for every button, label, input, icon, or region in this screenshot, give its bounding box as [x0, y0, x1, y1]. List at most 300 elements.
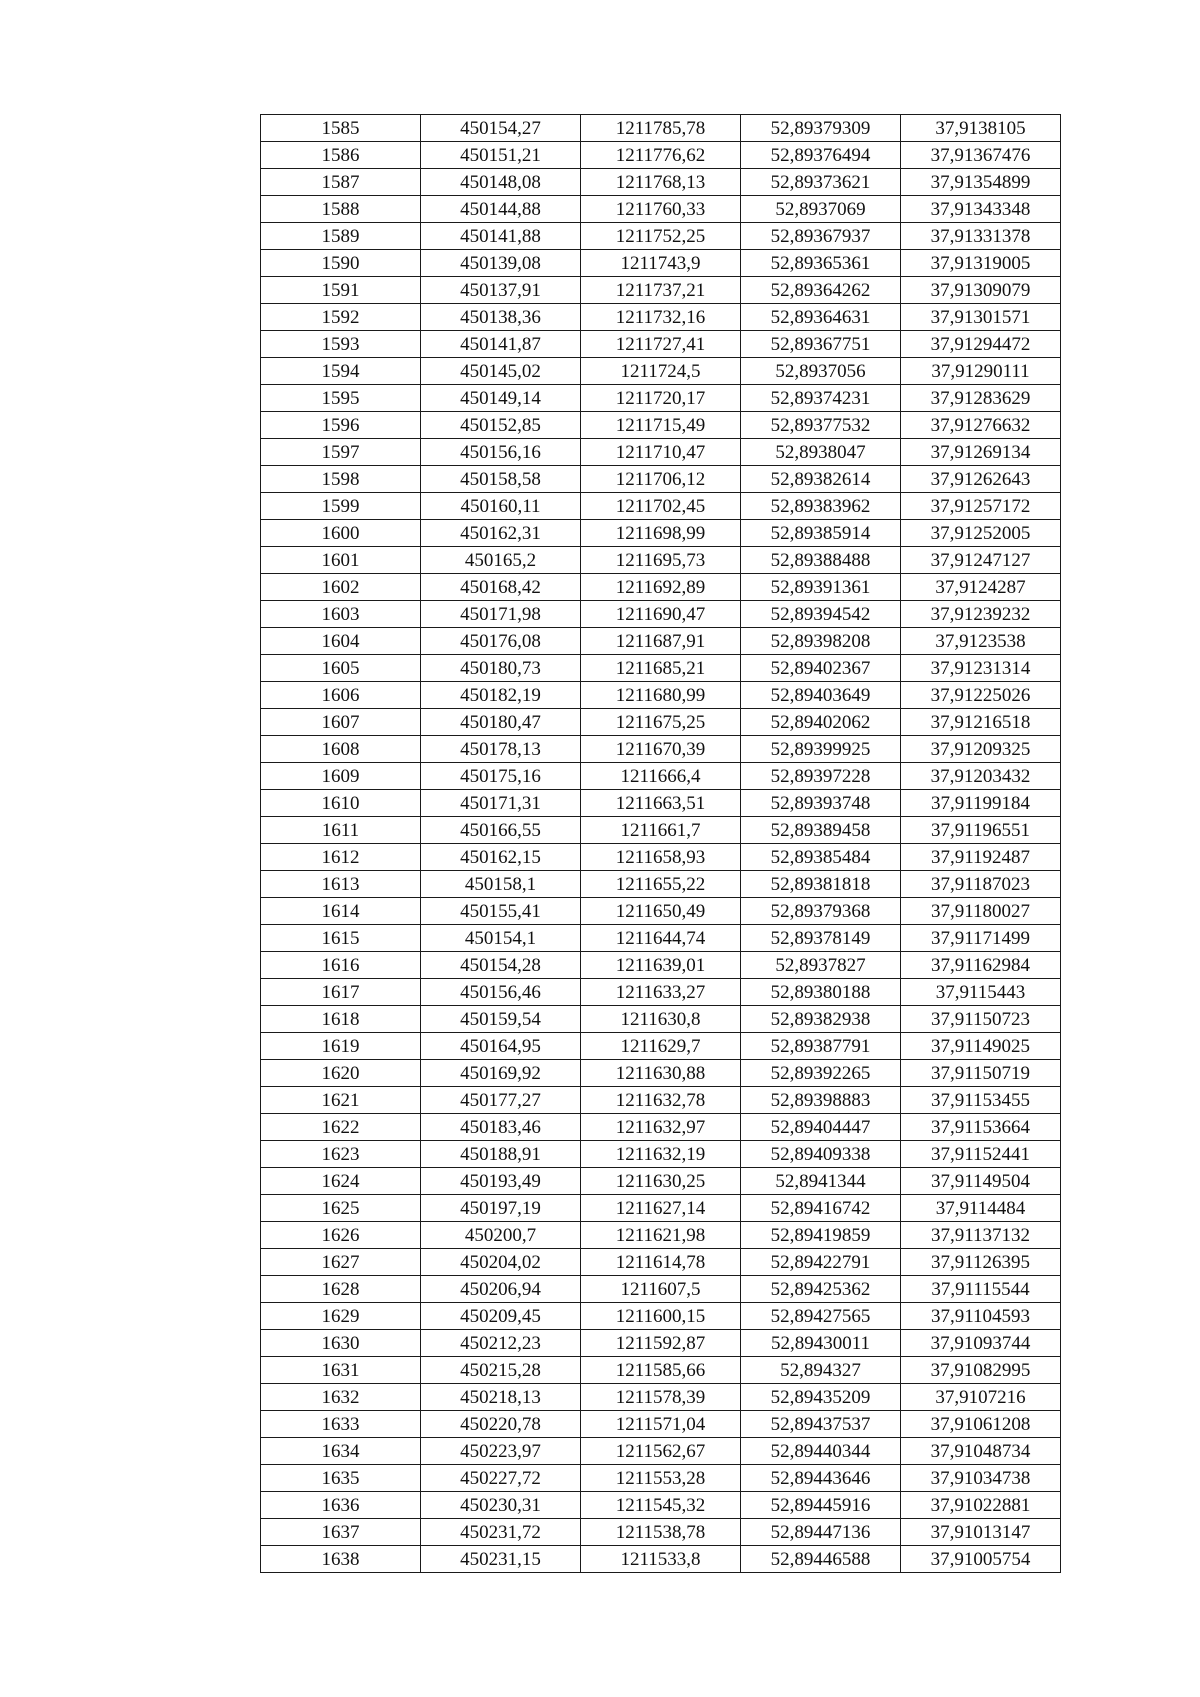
latitude-cell: 52,89367751 [741, 331, 901, 358]
table-row [261, 1330, 1061, 1357]
x-coordinate-cell: 450160,11 [421, 493, 581, 520]
latitude-cell: 52,89387791 [741, 1033, 901, 1060]
x-coordinate-cell: 450158,58 [421, 466, 581, 493]
point-number-cell: 1626 [261, 1222, 421, 1249]
x-coordinate-cell: 450193,49 [421, 1168, 581, 1195]
y-coordinate-cell: 1211663,51 [581, 790, 741, 817]
point-number-cell: 1605 [261, 655, 421, 682]
point-number-cell: 1635 [261, 1465, 421, 1492]
longitude-cell: 37,91171499 [901, 925, 1061, 952]
point-number-cell: 1588 [261, 196, 421, 223]
table-row [261, 331, 1061, 358]
y-coordinate-cell: 1211650,49 [581, 898, 741, 925]
longitude-cell: 37,91013147 [901, 1519, 1061, 1546]
x-coordinate-cell: 450137,91 [421, 277, 581, 304]
y-coordinate-cell: 1211695,73 [581, 547, 741, 574]
point-number-cell: 1632 [261, 1384, 421, 1411]
point-number-cell: 1616 [261, 952, 421, 979]
y-coordinate-cell: 1211578,39 [581, 1384, 741, 1411]
table-row [261, 493, 1061, 520]
y-coordinate-cell: 1211632,19 [581, 1141, 741, 1168]
table-row [261, 790, 1061, 817]
y-coordinate-cell: 1211607,5 [581, 1276, 741, 1303]
y-coordinate-cell: 1211675,25 [581, 709, 741, 736]
latitude-cell: 52,8937056 [741, 358, 901, 385]
y-coordinate-cell: 1211639,01 [581, 952, 741, 979]
point-number-cell: 1602 [261, 574, 421, 601]
table-row [261, 304, 1061, 331]
longitude-cell: 37,91319005 [901, 250, 1061, 277]
latitude-cell: 52,89367937 [741, 223, 901, 250]
table-row [261, 169, 1061, 196]
x-coordinate-cell: 450139,08 [421, 250, 581, 277]
latitude-cell: 52,8937069 [741, 196, 901, 223]
latitude-cell: 52,89409338 [741, 1141, 901, 1168]
longitude-cell: 37,91196551 [901, 817, 1061, 844]
table-row [261, 709, 1061, 736]
x-coordinate-cell: 450168,42 [421, 574, 581, 601]
longitude-cell: 37,91005754 [901, 1546, 1061, 1573]
y-coordinate-cell: 1211632,97 [581, 1114, 741, 1141]
latitude-cell: 52,89419859 [741, 1222, 901, 1249]
table-row [261, 979, 1061, 1006]
point-number-cell: 1595 [261, 385, 421, 412]
x-coordinate-cell: 450171,98 [421, 601, 581, 628]
point-number-cell: 1594 [261, 358, 421, 385]
x-coordinate-cell: 450200,7 [421, 1222, 581, 1249]
latitude-cell: 52,89425362 [741, 1276, 901, 1303]
table-row [261, 1546, 1061, 1573]
latitude-cell: 52,89445916 [741, 1492, 901, 1519]
latitude-cell: 52,894327 [741, 1357, 901, 1384]
longitude-cell: 37,9107216 [901, 1384, 1061, 1411]
x-coordinate-cell: 450220,78 [421, 1411, 581, 1438]
latitude-cell: 52,89382938 [741, 1006, 901, 1033]
table-row [261, 763, 1061, 790]
y-coordinate-cell: 1211752,25 [581, 223, 741, 250]
table-row [261, 358, 1061, 385]
point-number-cell: 1600 [261, 520, 421, 547]
latitude-cell: 52,89435209 [741, 1384, 901, 1411]
latitude-cell: 52,8938047 [741, 439, 901, 466]
longitude-cell: 37,91276632 [901, 412, 1061, 439]
latitude-cell: 52,89379368 [741, 898, 901, 925]
latitude-cell: 52,89373621 [741, 169, 901, 196]
point-number-cell: 1586 [261, 142, 421, 169]
longitude-cell: 37,91187023 [901, 871, 1061, 898]
longitude-cell: 37,91082995 [901, 1357, 1061, 1384]
longitude-cell: 37,91162984 [901, 952, 1061, 979]
point-number-cell: 1598 [261, 466, 421, 493]
x-coordinate-cell: 450204,02 [421, 1249, 581, 1276]
y-coordinate-cell: 1211655,22 [581, 871, 741, 898]
point-number-cell: 1615 [261, 925, 421, 952]
x-coordinate-cell: 450212,23 [421, 1330, 581, 1357]
table-row [261, 385, 1061, 412]
x-coordinate-cell: 450159,54 [421, 1006, 581, 1033]
longitude-cell: 37,9138105 [901, 115, 1061, 142]
longitude-cell: 37,91239232 [901, 601, 1061, 628]
table-row [261, 1519, 1061, 1546]
point-number-cell: 1630 [261, 1330, 421, 1357]
point-number-cell: 1634 [261, 1438, 421, 1465]
point-number-cell: 1603 [261, 601, 421, 628]
latitude-cell: 52,89379309 [741, 115, 901, 142]
latitude-cell: 52,89422791 [741, 1249, 901, 1276]
x-coordinate-cell: 450154,1 [421, 925, 581, 952]
x-coordinate-cell: 450197,19 [421, 1195, 581, 1222]
x-coordinate-cell: 450164,95 [421, 1033, 581, 1060]
latitude-cell: 52,89382614 [741, 466, 901, 493]
x-coordinate-cell: 450138,36 [421, 304, 581, 331]
table-row [261, 628, 1061, 655]
x-coordinate-cell: 450218,13 [421, 1384, 581, 1411]
point-number-cell: 1631 [261, 1357, 421, 1384]
point-number-cell: 1604 [261, 628, 421, 655]
y-coordinate-cell: 1211680,99 [581, 682, 741, 709]
table-row [261, 1492, 1061, 1519]
y-coordinate-cell: 1211538,78 [581, 1519, 741, 1546]
latitude-cell: 52,89398883 [741, 1087, 901, 1114]
x-coordinate-cell: 450183,46 [421, 1114, 581, 1141]
longitude-cell: 37,91150723 [901, 1006, 1061, 1033]
x-coordinate-cell: 450156,46 [421, 979, 581, 1006]
longitude-cell: 37,91290111 [901, 358, 1061, 385]
y-coordinate-cell: 1211533,8 [581, 1546, 741, 1573]
y-coordinate-cell: 1211715,49 [581, 412, 741, 439]
y-coordinate-cell: 1211644,74 [581, 925, 741, 952]
x-coordinate-cell: 450188,91 [421, 1141, 581, 1168]
y-coordinate-cell: 1211633,27 [581, 979, 741, 1006]
longitude-cell: 37,91199184 [901, 790, 1061, 817]
longitude-cell: 37,91269134 [901, 439, 1061, 466]
longitude-cell: 37,91104593 [901, 1303, 1061, 1330]
x-coordinate-cell: 450171,31 [421, 790, 581, 817]
table-row [261, 115, 1061, 142]
point-number-cell: 1627 [261, 1249, 421, 1276]
latitude-cell: 52,89447136 [741, 1519, 901, 1546]
point-number-cell: 1591 [261, 277, 421, 304]
x-coordinate-cell: 450154,27 [421, 115, 581, 142]
latitude-cell: 52,89392265 [741, 1060, 901, 1087]
latitude-cell: 52,89376494 [741, 142, 901, 169]
latitude-cell: 52,89378149 [741, 925, 901, 952]
point-number-cell: 1619 [261, 1033, 421, 1060]
x-coordinate-cell: 450162,31 [421, 520, 581, 547]
latitude-cell: 52,89416742 [741, 1195, 901, 1222]
longitude-cell: 37,91150719 [901, 1060, 1061, 1087]
y-coordinate-cell: 1211776,62 [581, 142, 741, 169]
longitude-cell: 37,91354899 [901, 169, 1061, 196]
latitude-cell: 52,89374231 [741, 385, 901, 412]
y-coordinate-cell: 1211621,98 [581, 1222, 741, 1249]
y-coordinate-cell: 1211706,12 [581, 466, 741, 493]
latitude-cell: 52,89385484 [741, 844, 901, 871]
latitude-cell: 52,89404447 [741, 1114, 901, 1141]
y-coordinate-cell: 1211632,78 [581, 1087, 741, 1114]
point-number-cell: 1611 [261, 817, 421, 844]
latitude-cell: 52,89397228 [741, 763, 901, 790]
longitude-cell: 37,91283629 [901, 385, 1061, 412]
y-coordinate-cell: 1211732,16 [581, 304, 741, 331]
x-coordinate-cell: 450178,13 [421, 736, 581, 763]
point-number-cell: 1623 [261, 1141, 421, 1168]
y-coordinate-cell: 1211545,32 [581, 1492, 741, 1519]
latitude-cell: 52,89389458 [741, 817, 901, 844]
table-row [261, 1060, 1061, 1087]
longitude-cell: 37,91180027 [901, 898, 1061, 925]
longitude-cell: 37,91093744 [901, 1330, 1061, 1357]
x-coordinate-cell: 450154,28 [421, 952, 581, 979]
table-row [261, 1222, 1061, 1249]
y-coordinate-cell: 1211743,9 [581, 250, 741, 277]
point-number-cell: 1637 [261, 1519, 421, 1546]
x-coordinate-cell: 450180,73 [421, 655, 581, 682]
table-row [261, 1195, 1061, 1222]
point-number-cell: 1625 [261, 1195, 421, 1222]
longitude-cell: 37,9115443 [901, 979, 1061, 1006]
x-coordinate-cell: 450158,1 [421, 871, 581, 898]
latitude-cell: 52,89364631 [741, 304, 901, 331]
table-row [261, 736, 1061, 763]
latitude-cell: 52,89427565 [741, 1303, 901, 1330]
y-coordinate-cell: 1211685,21 [581, 655, 741, 682]
y-coordinate-cell: 1211630,8 [581, 1006, 741, 1033]
table-row [261, 412, 1061, 439]
latitude-cell: 52,89381818 [741, 871, 901, 898]
table-row [261, 1141, 1061, 1168]
y-coordinate-cell: 1211562,67 [581, 1438, 741, 1465]
longitude-cell: 37,91153664 [901, 1114, 1061, 1141]
point-number-cell: 1585 [261, 115, 421, 142]
x-coordinate-cell: 450141,87 [421, 331, 581, 358]
table-row [261, 196, 1061, 223]
point-number-cell: 1633 [261, 1411, 421, 1438]
y-coordinate-cell: 1211670,39 [581, 736, 741, 763]
point-number-cell: 1624 [261, 1168, 421, 1195]
y-coordinate-cell: 1211760,33 [581, 196, 741, 223]
latitude-cell: 52,89388488 [741, 547, 901, 574]
table-row [261, 1465, 1061, 1492]
y-coordinate-cell: 1211592,87 [581, 1330, 741, 1357]
y-coordinate-cell: 1211724,5 [581, 358, 741, 385]
latitude-cell: 52,89365361 [741, 250, 901, 277]
point-number-cell: 1601 [261, 547, 421, 574]
table-row [261, 844, 1061, 871]
y-coordinate-cell: 1211658,93 [581, 844, 741, 871]
x-coordinate-cell: 450165,2 [421, 547, 581, 574]
table-row [261, 898, 1061, 925]
latitude-cell: 52,8937827 [741, 952, 901, 979]
longitude-cell: 37,9124287 [901, 574, 1061, 601]
table-row [261, 952, 1061, 979]
latitude-cell: 52,89391361 [741, 574, 901, 601]
longitude-cell: 37,91061208 [901, 1411, 1061, 1438]
point-number-cell: 1618 [261, 1006, 421, 1033]
longitude-cell: 37,91225026 [901, 682, 1061, 709]
table-row [261, 1384, 1061, 1411]
x-coordinate-cell: 450151,21 [421, 142, 581, 169]
longitude-cell: 37,91294472 [901, 331, 1061, 358]
longitude-cell: 37,91331378 [901, 223, 1061, 250]
x-coordinate-cell: 450162,15 [421, 844, 581, 871]
y-coordinate-cell: 1211614,78 [581, 1249, 741, 1276]
y-coordinate-cell: 1211690,47 [581, 601, 741, 628]
x-coordinate-cell: 450149,14 [421, 385, 581, 412]
y-coordinate-cell: 1211687,91 [581, 628, 741, 655]
coordinates-table [260, 114, 1061, 1573]
table-row [261, 466, 1061, 493]
table-row [261, 277, 1061, 304]
y-coordinate-cell: 1211727,41 [581, 331, 741, 358]
x-coordinate-cell: 450206,94 [421, 1276, 581, 1303]
longitude-cell: 37,91149025 [901, 1033, 1061, 1060]
longitude-cell: 37,91034738 [901, 1465, 1061, 1492]
table-row [261, 871, 1061, 898]
point-number-cell: 1610 [261, 790, 421, 817]
table-row [261, 439, 1061, 466]
point-number-cell: 1628 [261, 1276, 421, 1303]
x-coordinate-cell: 450156,16 [421, 439, 581, 466]
longitude-cell: 37,91022881 [901, 1492, 1061, 1519]
x-coordinate-cell: 450182,19 [421, 682, 581, 709]
y-coordinate-cell: 1211737,21 [581, 277, 741, 304]
y-coordinate-cell: 1211630,25 [581, 1168, 741, 1195]
longitude-cell: 37,91203432 [901, 763, 1061, 790]
latitude-cell: 52,89437537 [741, 1411, 901, 1438]
coordinates-table-body [261, 115, 1061, 1573]
point-number-cell: 1613 [261, 871, 421, 898]
point-number-cell: 1638 [261, 1546, 421, 1573]
latitude-cell: 52,8941344 [741, 1168, 901, 1195]
latitude-cell: 52,89383962 [741, 493, 901, 520]
point-number-cell: 1599 [261, 493, 421, 520]
point-number-cell: 1589 [261, 223, 421, 250]
point-number-cell: 1622 [261, 1114, 421, 1141]
latitude-cell: 52,89403649 [741, 682, 901, 709]
point-number-cell: 1593 [261, 331, 421, 358]
y-coordinate-cell: 1211702,45 [581, 493, 741, 520]
y-coordinate-cell: 1211585,66 [581, 1357, 741, 1384]
latitude-cell: 52,89430011 [741, 1330, 901, 1357]
table-row [261, 1114, 1061, 1141]
x-coordinate-cell: 450141,88 [421, 223, 581, 250]
y-coordinate-cell: 1211710,47 [581, 439, 741, 466]
x-coordinate-cell: 450169,92 [421, 1060, 581, 1087]
x-coordinate-cell: 450152,85 [421, 412, 581, 439]
x-coordinate-cell: 450176,08 [421, 628, 581, 655]
y-coordinate-cell: 1211768,13 [581, 169, 741, 196]
y-coordinate-cell: 1211666,4 [581, 763, 741, 790]
point-number-cell: 1636 [261, 1492, 421, 1519]
table-row [261, 1249, 1061, 1276]
longitude-cell: 37,9114484 [901, 1195, 1061, 1222]
longitude-cell: 37,91126395 [901, 1249, 1061, 1276]
y-coordinate-cell: 1211692,89 [581, 574, 741, 601]
table-row [261, 1303, 1061, 1330]
longitude-cell: 37,91247127 [901, 547, 1061, 574]
table-row [261, 817, 1061, 844]
point-number-cell: 1614 [261, 898, 421, 925]
longitude-cell: 37,91231314 [901, 655, 1061, 682]
x-coordinate-cell: 450223,97 [421, 1438, 581, 1465]
point-number-cell: 1609 [261, 763, 421, 790]
table-row [261, 1168, 1061, 1195]
latitude-cell: 52,89402367 [741, 655, 901, 682]
table-row [261, 925, 1061, 952]
longitude-cell: 37,91137132 [901, 1222, 1061, 1249]
longitude-cell: 37,91309079 [901, 277, 1061, 304]
x-coordinate-cell: 450175,16 [421, 763, 581, 790]
y-coordinate-cell: 1211785,78 [581, 115, 741, 142]
latitude-cell: 52,89446588 [741, 1546, 901, 1573]
longitude-cell: 37,9123538 [901, 628, 1061, 655]
y-coordinate-cell: 1211698,99 [581, 520, 741, 547]
table-row [261, 574, 1061, 601]
latitude-cell: 52,89393748 [741, 790, 901, 817]
table-row [261, 682, 1061, 709]
latitude-cell: 52,89385914 [741, 520, 901, 547]
point-number-cell: 1612 [261, 844, 421, 871]
table-row [261, 520, 1061, 547]
point-number-cell: 1620 [261, 1060, 421, 1087]
latitude-cell: 52,89399925 [741, 736, 901, 763]
x-coordinate-cell: 450177,27 [421, 1087, 581, 1114]
longitude-cell: 37,91301571 [901, 304, 1061, 331]
point-number-cell: 1590 [261, 250, 421, 277]
table-row [261, 1087, 1061, 1114]
y-coordinate-cell: 1211627,14 [581, 1195, 741, 1222]
table-row [261, 1033, 1061, 1060]
y-coordinate-cell: 1211571,04 [581, 1411, 741, 1438]
x-coordinate-cell: 450231,72 [421, 1519, 581, 1546]
longitude-cell: 37,91153455 [901, 1087, 1061, 1114]
point-number-cell: 1587 [261, 169, 421, 196]
table-row [261, 1411, 1061, 1438]
latitude-cell: 52,89364262 [741, 277, 901, 304]
latitude-cell: 52,89380188 [741, 979, 901, 1006]
point-number-cell: 1608 [261, 736, 421, 763]
latitude-cell: 52,89440344 [741, 1438, 901, 1465]
y-coordinate-cell: 1211661,7 [581, 817, 741, 844]
table-row [261, 601, 1061, 628]
table-row [261, 655, 1061, 682]
point-number-cell: 1592 [261, 304, 421, 331]
table-row [261, 1276, 1061, 1303]
table-row [261, 223, 1061, 250]
y-coordinate-cell: 1211629,7 [581, 1033, 741, 1060]
longitude-cell: 37,91262643 [901, 466, 1061, 493]
table-row [261, 1357, 1061, 1384]
point-number-cell: 1596 [261, 412, 421, 439]
point-number-cell: 1606 [261, 682, 421, 709]
point-number-cell: 1597 [261, 439, 421, 466]
longitude-cell: 37,91252005 [901, 520, 1061, 547]
longitude-cell: 37,91257172 [901, 493, 1061, 520]
x-coordinate-cell: 450166,55 [421, 817, 581, 844]
point-number-cell: 1621 [261, 1087, 421, 1114]
longitude-cell: 37,91216518 [901, 709, 1061, 736]
longitude-cell: 37,91115544 [901, 1276, 1061, 1303]
y-coordinate-cell: 1211553,28 [581, 1465, 741, 1492]
x-coordinate-cell: 450144,88 [421, 196, 581, 223]
x-coordinate-cell: 450227,72 [421, 1465, 581, 1492]
x-coordinate-cell: 450230,31 [421, 1492, 581, 1519]
table-row [261, 1006, 1061, 1033]
y-coordinate-cell: 1211720,17 [581, 385, 741, 412]
longitude-cell: 37,91367476 [901, 142, 1061, 169]
point-number-cell: 1607 [261, 709, 421, 736]
